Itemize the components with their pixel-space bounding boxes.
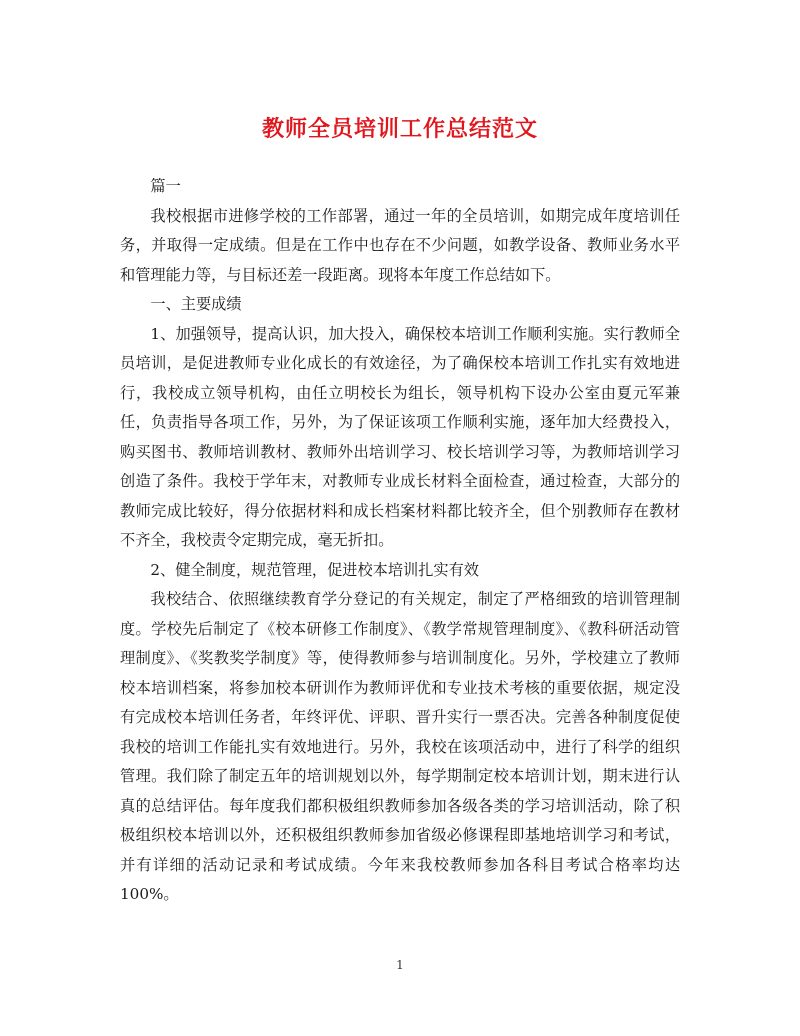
subheading-system-management: 2、健全制度，规范管理，促进校本培训扎实有效 bbox=[150, 560, 479, 579]
paragraph-intro: 我校根据市进修学校的工作部署，通过一年的全员培训，如期完成年度培训任务，并取得一定成绩。但是在工作中也存在不少问题，如教学设备、教师业务水平和管理能力等，与目标还差一段距离。现将本年度工作总结如下。 bbox=[120, 206, 680, 284]
section-heading-part-one: 篇一 bbox=[150, 177, 181, 195]
paragraph-system-management: 我校结合、依照继续教育学分登记的有关规定，制定了严格细致的培训管理制度。学校先后制定了《校本研修工作制度》、《教学常规管理制度》、《教科研活动管理制度》、《奖教奖学制度》等，使得教师参与培训制度化。另外，学校建立了教师校本培训档案，将参加校本研训作为教师评优和专业技术考核的重要依据，规定没有完成校本培训任务者，年终评优、评职、晋升实行一票否决。完善各种制度促使我校的培训工作能扎实有效地进行。另外，我校在该项活动中，进行了科学的组织管理。我们除了制定五年的培训规划以外，每学期制定校本培训计划，期末进行认真的总结评估。每年度我们都积极组织教师参加各级各类的学习培训活动，除了积极组织校本培训以外，还积极组织教师参加省级必修课程即基地培训学习和考试，并有详细的活动记录和考试成绩。今年来我校教师参加各科目考试合格率均达100%。 bbox=[120, 590, 680, 903]
document-title: 教师全员培训工作总结范文 bbox=[261, 116, 538, 142]
page-number: 1 bbox=[396, 958, 404, 972]
document-body bbox=[120, 172, 680, 910]
section-heading-main-achievements: 一、主要成绩 bbox=[150, 295, 242, 313]
paragraph-leadership: 1、加强领导，提高认识，加大投入，确保校本培训工作顺利实施。实行教师全员培训，是促进教师专业化成长的有效途径，为了确保校本培训工作扎实有效地进行，我校成立领导机构，由任立明校长为组长，领导机构下设办公室由夏元军兼任，负责指导各项工作，另外，为了保证该项工作顺利实施，逐年加大经费投入，购买图书、教师培训教材、教师外出培训学习、校长培训学习等，为教师培训学习创造了条件。我校于学年末，对教师专业成长材料全面检查，通过检查，大部分的教师完成比较好，得分依据材料和成长档案材料都比较齐全，但个别教师存在教材不齐全，我校责令定期完成，毫无折扣。 bbox=[120, 324, 680, 549]
